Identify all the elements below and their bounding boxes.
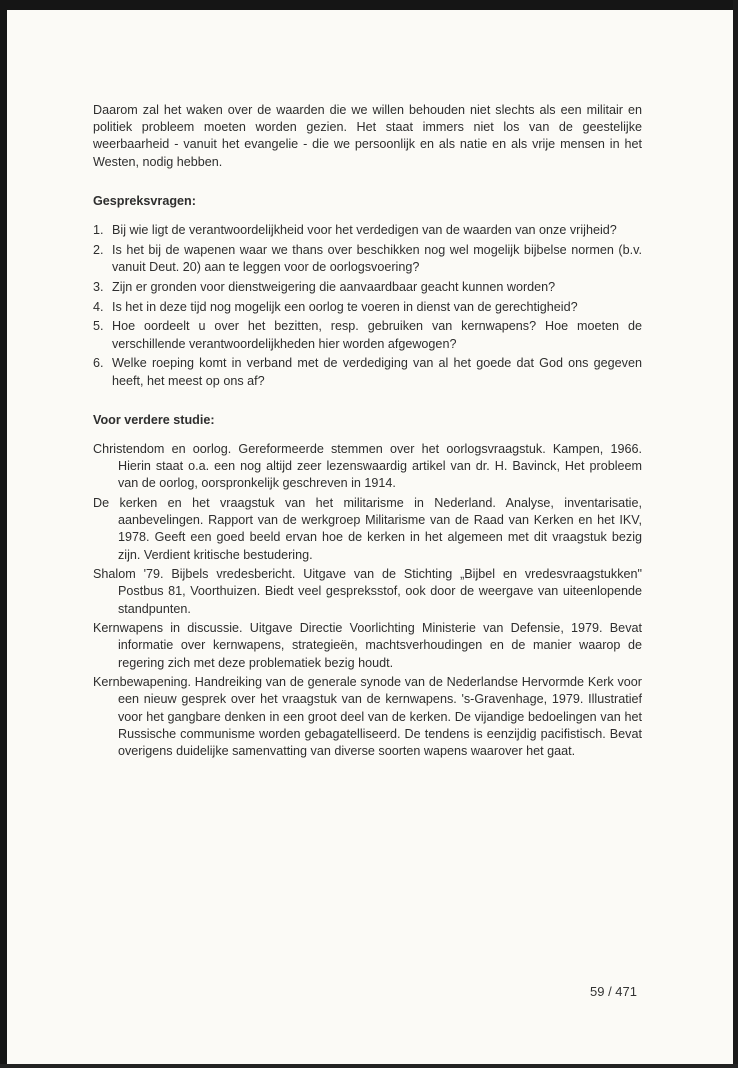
question-number: 6. (93, 356, 104, 371)
question-text: Zijn er gronden voor dienstweigering die aanvaardbaar geacht kunnen worden? (112, 279, 556, 294)
scan-border-bottom (0, 1064, 738, 1068)
page-number: 59 / 471 (590, 984, 637, 999)
question-text: Is het in deze tijd nog mogelijk een oorlog te voeren in dienst van de gerechtigheid? (112, 299, 578, 314)
intro-paragraph: Daarom zal het waken over de waarden die we willen behouden niet slechts als een militair en politiek probleem moeten worden gezien. Het staat immers niet los van de geestelijke weerbaarheid - vanuit het evangelie - die we persoonlijk en als natie en als vrije mensen in het Westen, nodig hebben. (93, 103, 642, 169)
scan-border-top (0, 0, 738, 10)
question-number: 3. (93, 279, 104, 294)
question-number: 1. (93, 223, 104, 238)
references-list (93, 441, 642, 760)
reference-entry: Shalom '79. Bijbels vredesbericht. Uitgave van de Stichting „Bijbel en vredesvraagstukken" Postbus 81, Voorthuizen. Biedt veel gespreksstof, ook door de weergave van uiteenlopende standpunten. (93, 567, 642, 616)
questions-heading: Gespreksvragen: (93, 193, 196, 208)
reference-entry: Christendom en oorlog. Gereformeerde stemmen over het oorlogsvraagstuk. Kampen, 1966. Hierin staat o.a. een nog altijd zeer lezenswaardig artikel van dr. H. Bavinck, Het probleem van de oorlog, oorspronkelijk geschreven in 1914. (93, 442, 642, 491)
question-text: Is het bij de wapenen waar we thans over beschikken nog wel mogelijk bijbelse normen (b.v. vanuit Deut. 20) aan te leggen voor de oorlogsvoering? (112, 242, 642, 275)
reference-entry: Kernbewapening. Handreiking van de generale synode van de Nederlandse Hervormde Kerk voor een nieuw gesprek over het vraagstuk van de kernwapens. 's-Gravenhage, 1979. Illustratief voor het gangbare denken in een groot deel van de kerken. De vijandige bedoelingen van het Russische communisme worden gebagatelliseerd. De tendens is eenzijdig pacifistisch. Bevat overigens duidelijke samenvatting van diverse soorten wapens waarover het gaat. (93, 675, 642, 759)
question-text: Hoe oordeelt u over het bezitten, resp. gebruiken van kernwapens? Hoe moeten de verschillende verantwoordelijkheden hier worden afgewogen? (112, 319, 642, 351)
question-item (93, 318, 642, 352)
scan-border-left (0, 0, 7, 1068)
question-number: 4. (93, 299, 104, 314)
questions-list (93, 222, 642, 390)
reference-entry: De kerken en het vraagstuk van het militarisme in Nederland. Analyse, inventarisatie, aanbevelingen. Rapport van de werkgroep Militarisme van de Raad van Kerken en het IKV, 1978. Geeft een goed beeld ervan hoe de kerken in het algemeen met dit vraagstuk bezig zijn. Verdient kritische bestudering. (93, 496, 642, 562)
question-text: Welke roeping komt in verband met de verdediging van al het goede dat God ons gegeven heeft, het meest op ons af? (112, 356, 642, 388)
question-item (93, 279, 642, 296)
question-item (93, 355, 642, 389)
question-number: 5. (93, 319, 104, 334)
question-text: Bij wie ligt de verantwoordelijkheid voor het verdedigen van de waarden van onze vrijheid? (112, 223, 617, 238)
scan-border-right (733, 0, 738, 1068)
question-number: 2. (93, 242, 104, 257)
page-content (93, 102, 642, 763)
question-item (93, 222, 642, 239)
question-item (93, 299, 642, 316)
study-heading: Voor verdere studie: (93, 412, 215, 427)
question-item (93, 242, 642, 276)
reference-entry: Kernwapens in discussie. Uitgave Directie Voorlichting Ministerie van Defensie, 1979. Bevat informatie over kernwapens, strategieën, machtsverhoudingen en de manier waarop de regering zich met deze problematiek bezig houdt. (93, 621, 642, 670)
